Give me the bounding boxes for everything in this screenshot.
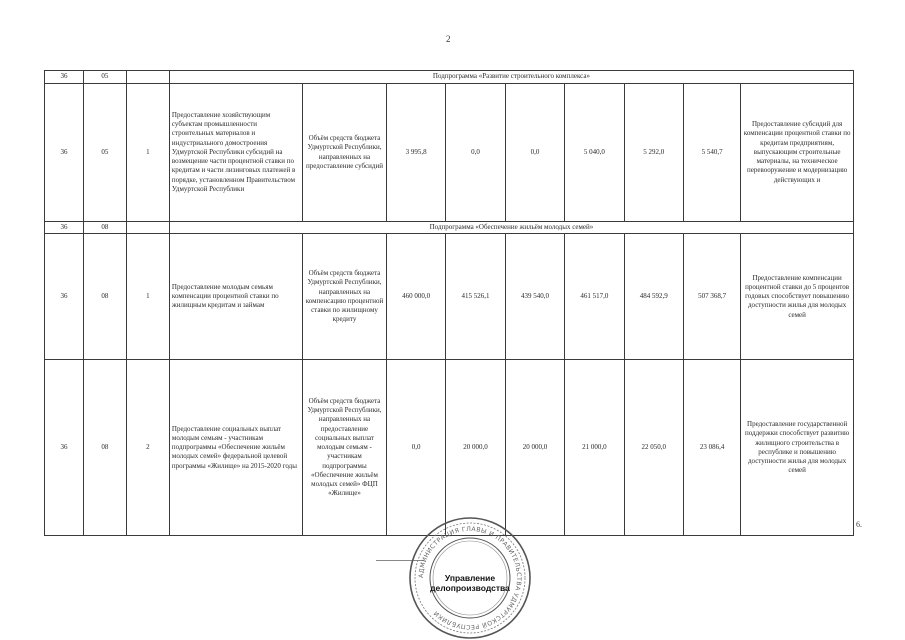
cell-pp: 05 bbox=[83, 84, 126, 222]
cell-value: 22 050,0 bbox=[624, 360, 683, 536]
cell-value: 20 000,0 bbox=[446, 360, 505, 536]
cell-om: 2 bbox=[126, 360, 169, 536]
page-number: 2 bbox=[446, 34, 451, 44]
cell-measure: Предоставление молодым семьям компенсации процентной ставки по жилищным кредитам и займам bbox=[169, 234, 302, 360]
cell-pp: 08 bbox=[83, 360, 126, 536]
cell-value: 0,0 bbox=[505, 84, 564, 222]
official-stamp bbox=[408, 516, 532, 640]
stamp-label-line1: Управление bbox=[444, 573, 496, 583]
cell-value: 5 040,0 bbox=[565, 84, 624, 222]
cell-value: 439 540,0 bbox=[505, 234, 564, 360]
cell-value: 3 995,8 bbox=[386, 84, 445, 222]
cell-result: Предоставление государственной поддержки способствует развитию жилищного строительства в республике и повышению доступности жилья для молодых семей bbox=[741, 360, 854, 536]
cell-indicator: Объём средств бюджета Удмуртской Республики, направленных на предоставление социальных выплат молодым семьям - участникам подпрограммы «Обеспечение жильём молодых семей» ФЦП «Жилище» bbox=[303, 360, 387, 536]
cell-value: 20 000,0 bbox=[505, 360, 564, 536]
cell-value: 460 000,0 bbox=[386, 234, 445, 360]
cell-pp: 05 bbox=[83, 71, 126, 84]
program-table bbox=[44, 70, 854, 536]
cell-gp: 36 bbox=[45, 360, 84, 536]
cell-value: 484 592,9 bbox=[624, 234, 683, 360]
cell-measure: Предоставление хозяйствующим субъектам промышленности строительных материалов и индустриального домостроения Удмуртской Республики субсидий на возмещение части процентной ставки по кредитам и части лизинговых платежей в порядке, установленном Правительством Удмуртской Республики bbox=[169, 84, 302, 222]
cell-gp: 36 bbox=[45, 84, 84, 222]
cell-gp: 36 bbox=[45, 222, 84, 234]
subprogram-title: Подпрограмма «Развитие строительного комплекса» bbox=[169, 71, 853, 84]
stamp-ring-text: АДМИНИСТРАЦИЯ ГЛАВЫ И ПРАВИТЕЛЬСТВА УДМУРТСКОЙ РЕСПУБЛИКИ bbox=[417, 525, 523, 631]
table-row bbox=[45, 234, 854, 360]
cell-indicator: Объём средств бюджета Удмуртской Республики, направленных на предоставление субсидий bbox=[303, 84, 387, 222]
cell-gp: 36 bbox=[45, 234, 84, 360]
cell-gp: 36 bbox=[45, 71, 84, 84]
cell-om: 1 bbox=[126, 84, 169, 222]
cell-value: 23 086,4 bbox=[683, 360, 740, 536]
table-row bbox=[45, 222, 854, 234]
cell-value: 0,0 bbox=[386, 360, 445, 536]
table-row bbox=[45, 360, 854, 536]
table-row bbox=[45, 84, 854, 222]
cell-pp: 08 bbox=[83, 234, 126, 360]
edge-mark: 6. bbox=[856, 520, 862, 529]
stamp-label-line2: делопроизводства bbox=[430, 583, 510, 593]
cell-value: 5 292,0 bbox=[624, 84, 683, 222]
cell-value: 507 368,7 bbox=[683, 234, 740, 360]
cell-om: 1 bbox=[126, 234, 169, 360]
cell-indicator: Объём средств бюджета Удмуртской Республики, направленных на компенсацию процентной ставки по жилищному кредиту bbox=[303, 234, 387, 360]
cell-value: 0,0 bbox=[446, 84, 505, 222]
cell-value: 21 000,0 bbox=[565, 360, 624, 536]
cell-value: 415 526,1 bbox=[446, 234, 505, 360]
cell-om bbox=[126, 222, 169, 234]
cell-result: Предоставление компенсации процентной ставки до 5 процентов годовых способствует повышению доступности жилья для молодых семей bbox=[741, 234, 854, 360]
cell-value: 461 517,0 bbox=[565, 234, 624, 360]
cell-measure: Предоставление социальных выплат молодым семьям - участникам подпрограммы «Обеспечение жильём молодых семей» федеральной целевой программы «Жилище» на 2015-2020 годы bbox=[169, 360, 302, 536]
stamp-label bbox=[424, 573, 516, 593]
cell-pp: 08 bbox=[83, 222, 126, 234]
cell-value: 5 540,7 bbox=[683, 84, 740, 222]
subprogram-title: Подпрограмма «Обеспечение жильём молодых семей» bbox=[169, 222, 853, 234]
cell-om bbox=[126, 71, 169, 84]
table-row bbox=[45, 71, 854, 84]
cell-result: Предоставление субсидий для компенсации процентной ставки по кредитам предприятиям, выпускающим строительные материалы, на техническое перевооружение и модернизацию действующих и bbox=[741, 84, 854, 222]
